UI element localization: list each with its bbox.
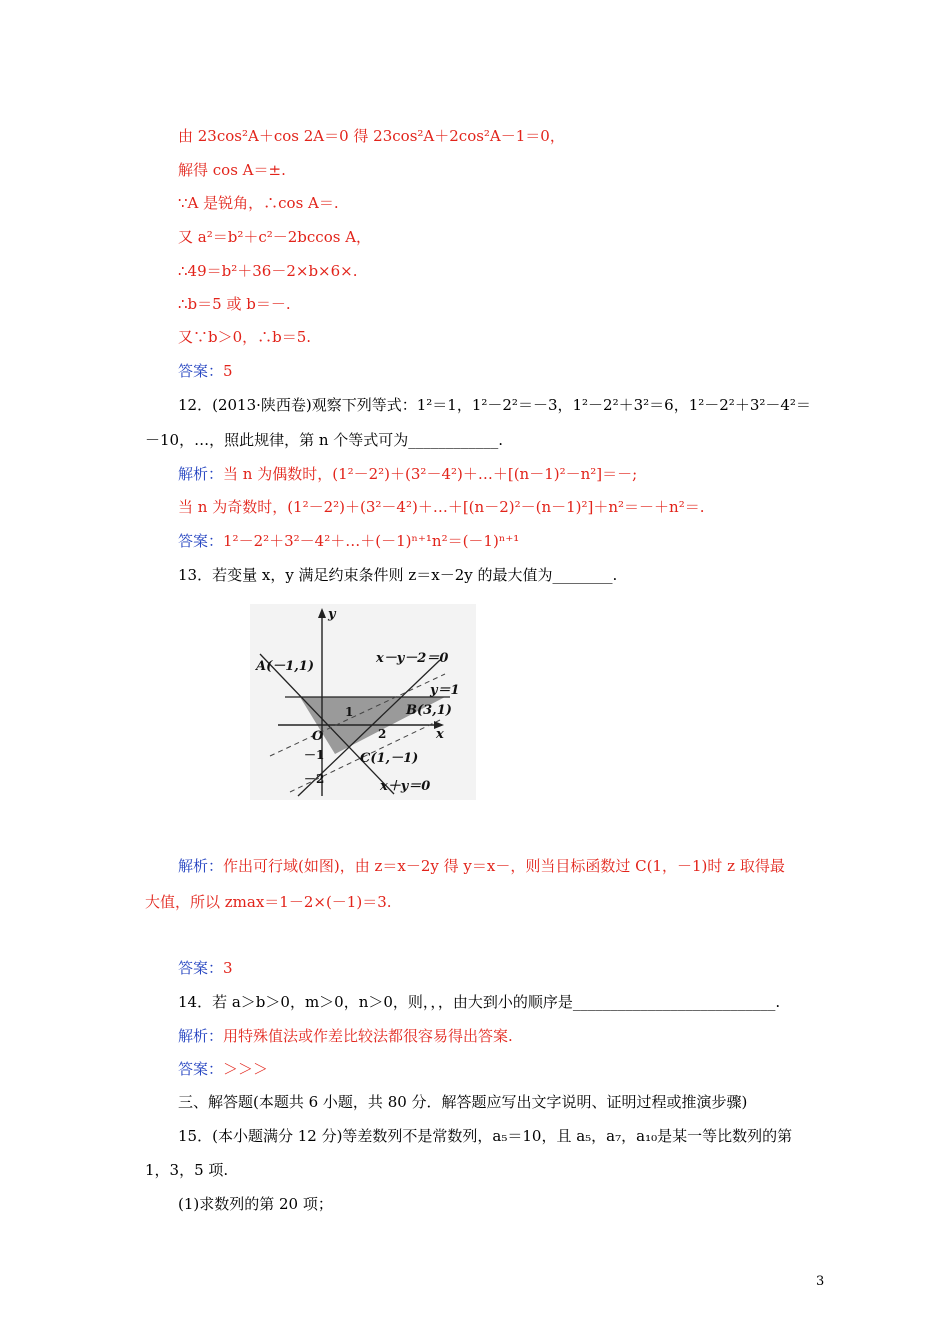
x-axis-label: x bbox=[436, 727, 444, 742]
answer-label: 答案： bbox=[178, 532, 224, 550]
origin-label: O bbox=[312, 729, 324, 744]
question-text: －10，…，照此规律，第 n 个等式可为____________. bbox=[145, 431, 504, 449]
tick-label: 1 bbox=[345, 705, 354, 719]
solution-text: 当 n 为偶数时，(1²－2²)＋(3²－4²)＋…＋[(n－1)²－n²]＝－; bbox=[223, 465, 638, 483]
line-label: y＝1 bbox=[430, 683, 460, 698]
solution-line: 大值，所以 zmax＝1－2×(－1)＝3. bbox=[145, 893, 392, 911]
y-axis-label: y bbox=[328, 607, 336, 622]
question-text: 12．(2013·陕西卷)观察下列等式：1²＝1，1²－2²＝－3，1²－2²＋3²＝6，1²－2²＋3²－4²＝ bbox=[178, 396, 811, 414]
line-label: x－y－2＝0 bbox=[376, 651, 449, 666]
solution-line: ∴b＝5 或 b＝－. bbox=[178, 295, 291, 313]
solution-line: 解得 cos A＝±. bbox=[178, 161, 286, 179]
answer-line bbox=[178, 1059, 268, 1079]
answer-value: ＞＞＞ bbox=[223, 1060, 269, 1078]
solution-text: 用特殊值法或作差比较法都很容易得出答案. bbox=[223, 1027, 513, 1045]
question-text: 13．若变量 x，y 满足约束条件则 z＝x－2y 的最大值为________. bbox=[178, 566, 618, 584]
tick-label: 2 bbox=[378, 727, 387, 741]
solution-line: ∴49＝b²＋36－2×b×6×. bbox=[178, 262, 358, 280]
solution-line bbox=[178, 464, 637, 484]
answer-value: 5 bbox=[223, 362, 233, 380]
answer-line bbox=[178, 531, 519, 551]
question-text: 1，3，5 项. bbox=[145, 1161, 229, 1179]
tick-label: －1 bbox=[304, 748, 325, 762]
feasible-region-graph bbox=[250, 604, 476, 800]
answer-label: 答案： bbox=[178, 959, 224, 977]
answer-line bbox=[178, 361, 233, 381]
answer-value: 1²－2²＋3²－4²＋…＋(－1)ⁿ⁺¹n²＝(－1)ⁿ⁺¹ bbox=[223, 532, 520, 550]
tick-label: －2 bbox=[304, 772, 325, 786]
point-a-label: A(－1,1) bbox=[256, 659, 315, 674]
answer-line bbox=[178, 958, 233, 978]
question-text: 14．若 a＞b＞0，m＞0，n＞0，则，，，由大到小的顺序是___________________________. bbox=[178, 993, 781, 1011]
solution-line: 当 n 为奇数时，(1²－2²)＋(3²－4²)＋…＋[(n－2)²－(n－1)²]＋n²＝－＋n²＝. bbox=[178, 498, 705, 516]
point-c-label: C(1,－1) bbox=[360, 751, 419, 766]
solution-line: 又 a²＝b²＋c²－2bccos A， bbox=[178, 228, 372, 246]
solution-label: 解析： bbox=[178, 1027, 224, 1045]
section-heading: 三、解答题(本题共 6 小题，共 80 分．解答题应写出文字说明、证明过程或推演步骤) bbox=[178, 1093, 748, 1111]
solution-line: ∵A 是锐角，∴cos A＝. bbox=[178, 194, 339, 212]
solution-line: 由 23cos²A＋cos 2A＝0 得 23cos²A＋2cos²A－1＝0， bbox=[178, 127, 565, 145]
line-label: x＋y＝0 bbox=[380, 779, 431, 794]
point-b-label: B(3,1) bbox=[406, 703, 452, 718]
answer-label: 答案： bbox=[178, 362, 224, 380]
answer-value: 3 bbox=[223, 959, 233, 977]
question-text: 15．(本小题满分 12 分)等差数列不是常数列，a₅＝10，且 a₅，a₇，a₁₀是某一等比数列的第 bbox=[178, 1127, 793, 1145]
solution-text: 作出可行域(如图)，由 z＝x－2y 得 y＝x－，则当目标函数过 C(1，－1)时 z 取得最 bbox=[223, 857, 785, 875]
solution-label: 解析： bbox=[178, 857, 224, 875]
page-number: 3 bbox=[816, 1274, 825, 1289]
solution-line bbox=[178, 1026, 513, 1046]
solution-label: 解析： bbox=[178, 465, 224, 483]
question-part: (1)求数列的第 20 项； bbox=[178, 1195, 333, 1213]
answer-label: 答案： bbox=[178, 1060, 224, 1078]
solution-line bbox=[178, 856, 785, 876]
solution-line: 又∵b＞0，∴b＝5. bbox=[178, 328, 312, 346]
